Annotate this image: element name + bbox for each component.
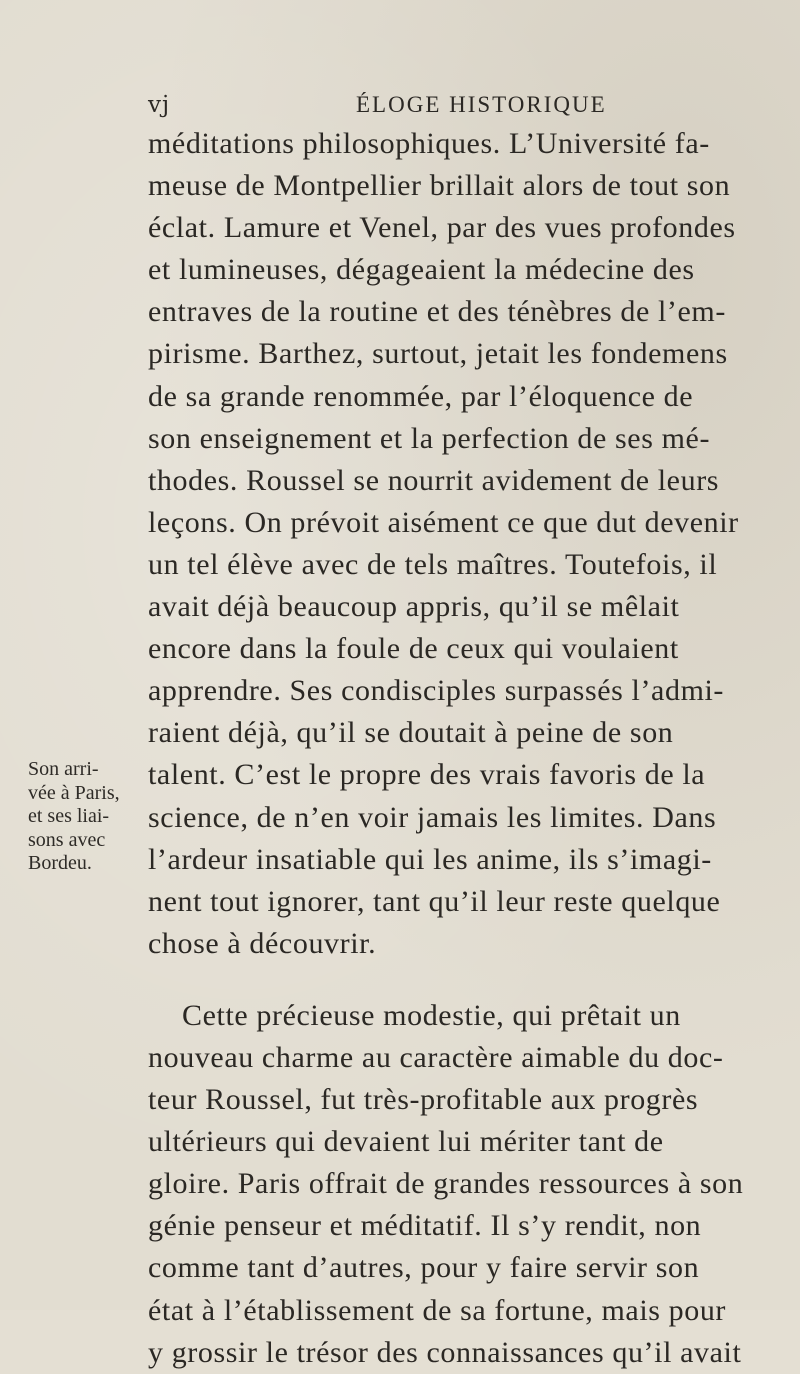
text-line: y grossir le trésor des connaissances qu’il avait bbox=[148, 1335, 742, 1369]
text-line: encore dans la foule de ceux qui voulaient bbox=[148, 632, 679, 666]
text-line: chose à découvrir. bbox=[148, 926, 377, 960]
text-line: raient déjà, qu’il se doutait à peine de son bbox=[148, 716, 674, 750]
text-line: méditations philosophiques. L’Université fa- bbox=[148, 127, 710, 160]
text-line: génie penseur et méditatif. Il s’y rendit, non bbox=[148, 1209, 702, 1243]
text-line: avait déjà beaucoup appris, qu’il se mêlait bbox=[148, 590, 680, 624]
paragraph-spacer bbox=[148, 965, 778, 995]
margin-note-line: Bordeu. bbox=[28, 852, 92, 874]
text-line: science, de n’en voir jamais les limites. Dans bbox=[148, 800, 717, 834]
text-line: leçons. On prévoit aisément ce que dut devenir bbox=[148, 505, 739, 539]
text-line: talent. C’est le propre des vrais favoris de la bbox=[148, 758, 706, 792]
margin-note-line: et ses liai- bbox=[28, 805, 110, 827]
text-line: thodes. Roussel se nourrit avidement de leurs bbox=[148, 463, 720, 497]
margin-note-line: vée à Paris, bbox=[28, 781, 120, 804]
text-line: entraves de la routine et des ténèbres de l’em- bbox=[148, 295, 726, 329]
text-line: Cette précieuse modestie, qui prêtait un bbox=[182, 998, 681, 1032]
text-line: et lumineuses, dégageaient la médecine des bbox=[148, 253, 695, 287]
text-line: son enseignement et la perfection de ses mé- bbox=[148, 421, 711, 455]
text-line: un tel élève avec de tels maîtres. Toutefois, il bbox=[148, 547, 718, 581]
text-line: apprendre. Ses condisciples surpassés l’admi- bbox=[148, 674, 725, 708]
margin-note bbox=[28, 758, 148, 876]
text-line: pirisme. Barthez, surtout, jetait les fondemens bbox=[148, 337, 728, 371]
text-line: teur Roussel, fut très-profitable aux progrès bbox=[148, 1083, 699, 1117]
margin-note-line: Son arri- bbox=[28, 758, 99, 780]
page-number: vj bbox=[148, 92, 171, 118]
page-header bbox=[148, 92, 768, 124]
margin-note-line: sons avec bbox=[28, 828, 106, 851]
running-title: ÉLOGE HISTORIQUE bbox=[356, 92, 607, 117]
text-line: meuse de Montpellier brillait alors de tout son bbox=[148, 169, 731, 203]
text-line: état à l’établissement de sa fortune, mais pour bbox=[148, 1293, 727, 1327]
text-line: comme tant d’autres, pour y faire servir son bbox=[148, 1251, 700, 1285]
paragraph-2 bbox=[148, 995, 778, 1374]
text-line: gloire. Paris offrait de grandes ressources à son bbox=[148, 1167, 744, 1201]
main-text bbox=[148, 123, 778, 1374]
text-line: l’ardeur insatiable qui les anime, ils s’imagi- bbox=[148, 842, 712, 876]
text-line: nouveau charme au caractère aimable du doc- bbox=[148, 1040, 724, 1074]
text-line: de sa grande renommée, par l’éloquence de bbox=[148, 379, 694, 413]
text-line: ultérieurs qui devaient lui mériter tant de bbox=[148, 1125, 664, 1159]
paragraph-1 bbox=[148, 123, 778, 965]
text-line: nent tout ignorer, tant qu’il leur reste quelque bbox=[148, 884, 721, 918]
text-line: éclat. Lamure et Venel, par des vues profondes bbox=[148, 211, 736, 245]
